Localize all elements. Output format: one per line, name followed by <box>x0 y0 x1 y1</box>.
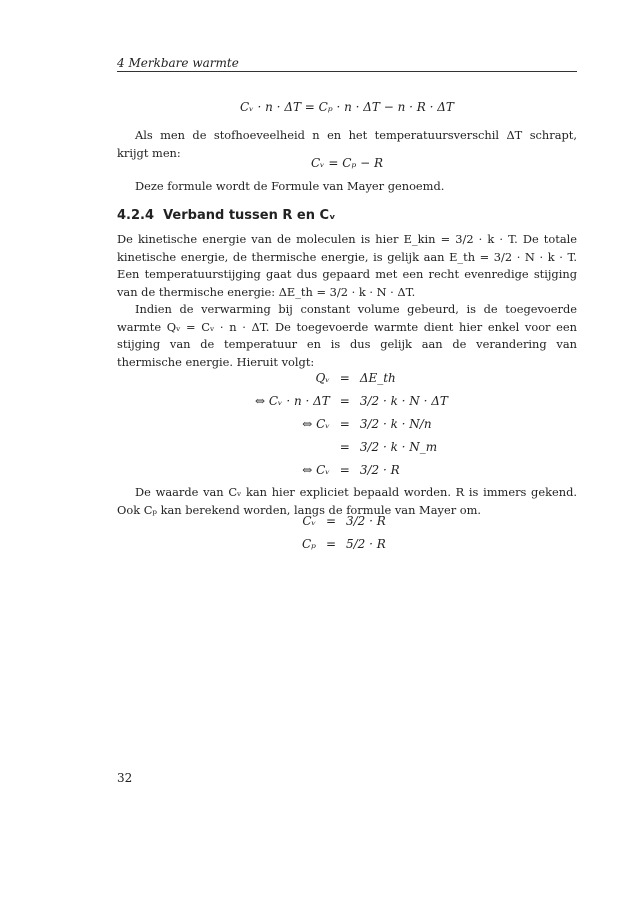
equation-rel: = <box>325 536 337 551</box>
result-equations <box>302 509 386 555</box>
equation-rel: = <box>325 513 337 528</box>
paragraph-kinetic-energy: De kinetische energie van de moleculen is hier E_kin = 3/2 · k · T. De totale kinetische energie, de thermische energie, is gelijk aan E_th = 3/2 · N · k · T. Een temperatuurstijging gaat dus gepaard met een recht evenredige stijging van de thermische energie: ΔE_th = 3/2 · k · N · ΔT. <box>117 232 577 299</box>
paragraph-constant-volume: Indien de verwarming bij constant volume gebeurd, is de toegevoerde warmte Qᵥ = Cᵥ · n · ΔT. De toegevoerde warmte dient hier enkel voor een stijging van de temperatuur en is dus gelijk aan de verandering van thermische energie. Hieruit volgt: <box>117 302 577 369</box>
equation-rhs: 3/2 · R <box>345 513 386 528</box>
running-header: 4 Merkbare warmte <box>117 56 239 70</box>
equation-rel: = <box>339 416 350 431</box>
equation-rel: = <box>339 393 350 408</box>
equation-row <box>302 532 386 555</box>
equation-lhs: Cᵥ <box>302 513 316 528</box>
equation-lhs: Cₚ <box>302 536 316 551</box>
equation-row <box>255 458 448 481</box>
equation-lhs: ⇔ Cᵥ <box>302 416 330 431</box>
page-number: 32 <box>117 771 133 785</box>
equation-row <box>255 412 448 435</box>
paragraph-elimination: Als men de stofhoeveelheid n en het temperatuursverschil ΔT schrapt, krijgt men: <box>117 128 577 160</box>
section-heading <box>117 208 336 223</box>
header-rule <box>117 71 577 72</box>
equation-lhs: Qᵥ <box>315 370 330 385</box>
paragraph-explicit-value: De waarde van Cᵥ kan hier expliciet bepaald worden. R is immers gekend. Ook Cₚ kan berekend worden, langs de formule van Mayer om. <box>117 485 577 517</box>
equation-rhs: 3/2 · k · N/n <box>359 416 432 431</box>
equation-row <box>255 389 448 412</box>
equation-heat-balance: Cᵥ · n · ΔT = Cₚ · n · ΔT − n · R · ΔT <box>240 100 454 114</box>
equation-row <box>255 435 448 458</box>
equation-rel: = <box>339 462 350 477</box>
paragraph-mayer-name: Deze formule wordt de Formule van Mayer genoemd. <box>135 179 445 193</box>
equation-row <box>302 509 386 532</box>
equation-rhs: ΔE_th <box>359 370 396 385</box>
equation-row <box>255 366 448 389</box>
equation-rhs: 3/2 · k · N · ΔT <box>359 393 448 408</box>
section-title: Verband tussen R en Cᵥ <box>163 208 336 223</box>
equation-rhs: 3/2 · k · N_m <box>359 439 438 454</box>
section-number: 4.2.4 <box>117 208 155 223</box>
equation-rel: = <box>339 370 350 385</box>
equation-lhs <box>255 435 330 458</box>
equation-mayer: Cᵥ = Cₚ − R <box>310 156 384 170</box>
equation-rhs: 5/2 · R <box>345 536 386 551</box>
derivation-equations <box>255 366 448 481</box>
equation-rhs: 3/2 · R <box>359 462 400 477</box>
equation-lhs: ⇔ Cᵥ <box>302 462 330 477</box>
equation-lhs: ⇔ Cᵥ · n · ΔT <box>255 393 330 408</box>
equation-rel: = <box>339 439 350 454</box>
